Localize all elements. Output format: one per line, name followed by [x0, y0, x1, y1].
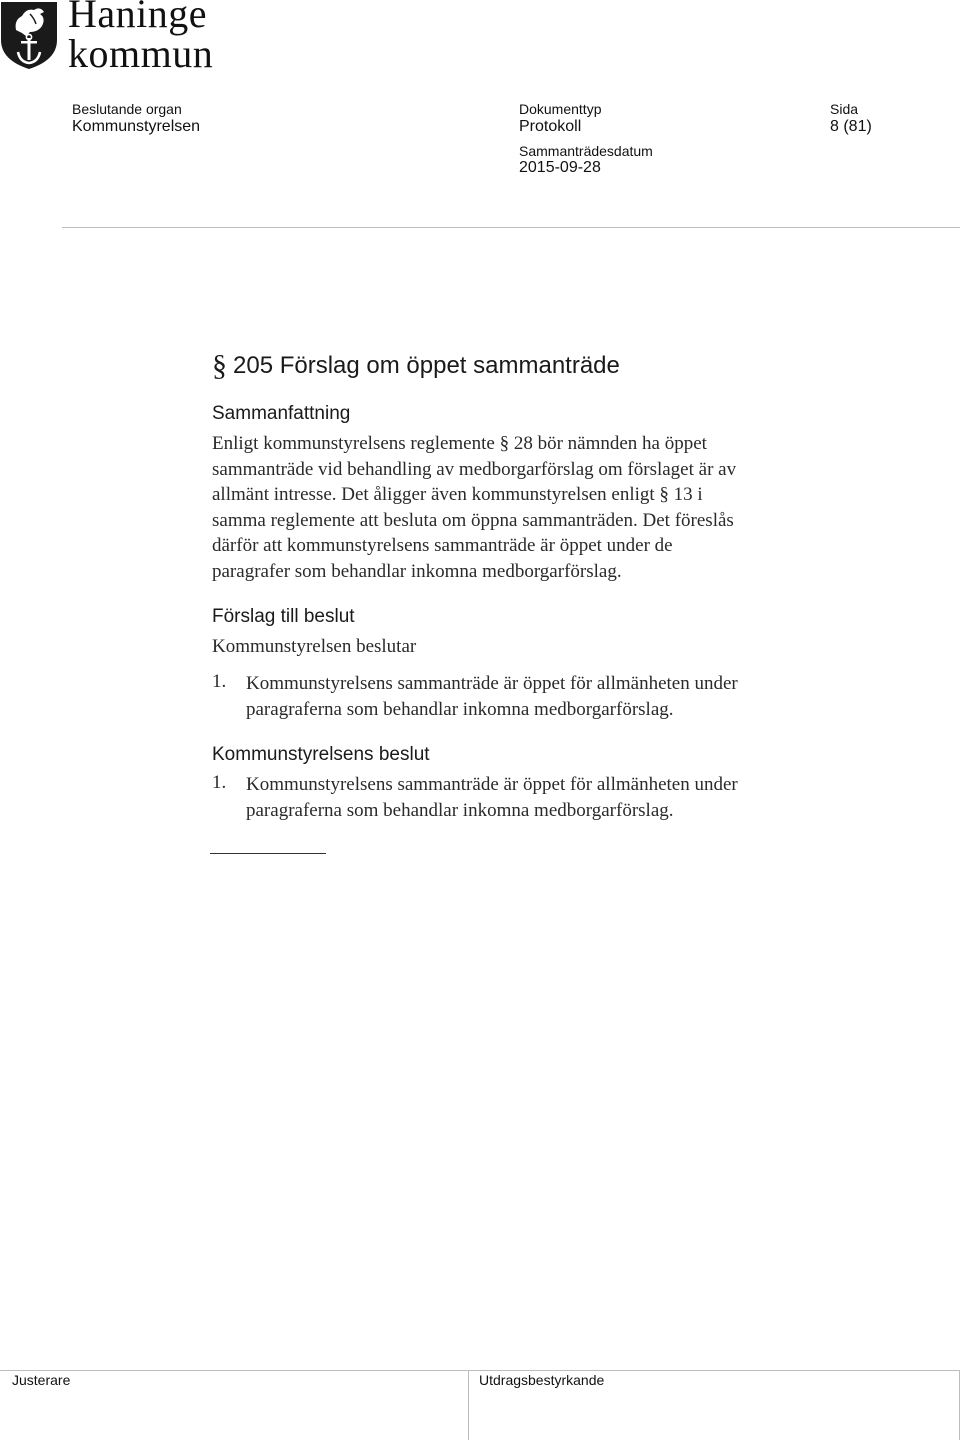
- proposal-item-text: [246, 671, 738, 722]
- summary-line: samma reglemente att besluta om öppna sammanträden. Det föreslås: [212, 509, 734, 531]
- decision-heading: Kommunstyrelsens beslut: [212, 744, 430, 765]
- utdragsbestyrkande-label: Utdragsbestyrkande: [479, 1372, 605, 1388]
- decision-line: paragraferna som behandlar inkomna medborgarförslag.: [246, 799, 674, 821]
- section-symbol: §: [212, 349, 227, 382]
- section-end-rule: [210, 853, 326, 854]
- decision-item-number: 1.: [212, 772, 227, 793]
- organ-value: Kommunstyrelsen: [72, 118, 201, 135]
- summary-heading: Sammanfattning: [212, 403, 351, 424]
- proposal-intro: Kommunstyrelsen beslutar: [212, 636, 417, 657]
- decision-line: Kommunstyrelsens sammanträde är öppet för allmänheten under: [246, 774, 738, 795]
- summary-line: därför att kommunstyrelsens sammanträde är öppet under de: [212, 535, 673, 557]
- footer-divider: [0, 1370, 960, 1371]
- header-divider: [62, 227, 960, 228]
- page-number: 8 (81): [830, 118, 872, 135]
- meeting-date: 2015-09-28: [519, 159, 601, 176]
- municipality-logo-text: [68, 0, 213, 74]
- doctype-value: Protokoll: [519, 118, 582, 135]
- summary-text: [212, 431, 832, 585]
- logo-line-1: Haninge: [68, 0, 208, 36]
- summary-line: sammanträde vid behandling av medborgarförslag om förslaget är av: [212, 458, 737, 480]
- proposal-item-number: 1.: [212, 671, 227, 692]
- page-label: Sida: [830, 101, 859, 117]
- justerare-label: Justerare: [12, 1372, 71, 1388]
- item-title: [212, 349, 620, 383]
- proposal-heading: Förslag till beslut: [212, 606, 355, 627]
- item-title-text: 205 Förslag om öppet sammanträde: [233, 352, 620, 379]
- logo-line-2: kommun: [68, 31, 214, 76]
- haninge-coat-of-arms-icon: [0, 0, 58, 70]
- organ-label: Beslutande organ: [72, 101, 182, 117]
- summary-line: allmänt intresse. Det åligger även kommunstyrelsen enligt § 13 i: [212, 484, 703, 506]
- proposal-line: Kommunstyrelsens sammanträde är öppet för allmänheten under: [246, 673, 738, 694]
- summary-line: Enligt kommunstyrelsens reglemente § 28 bör nämnden ha öppet: [212, 433, 707, 454]
- decision-item-text: [246, 772, 738, 823]
- summary-line: paragrafer som behandlar inkomna medborgarförslag.: [212, 560, 622, 582]
- footer-column-divider: [468, 1370, 469, 1440]
- proposal-line: paragraferna som behandlar inkomna medborgarförslag.: [246, 698, 674, 720]
- doctype-label: Dokumenttyp: [519, 101, 602, 117]
- date-label: Sammanträdesdatum: [519, 143, 653, 159]
